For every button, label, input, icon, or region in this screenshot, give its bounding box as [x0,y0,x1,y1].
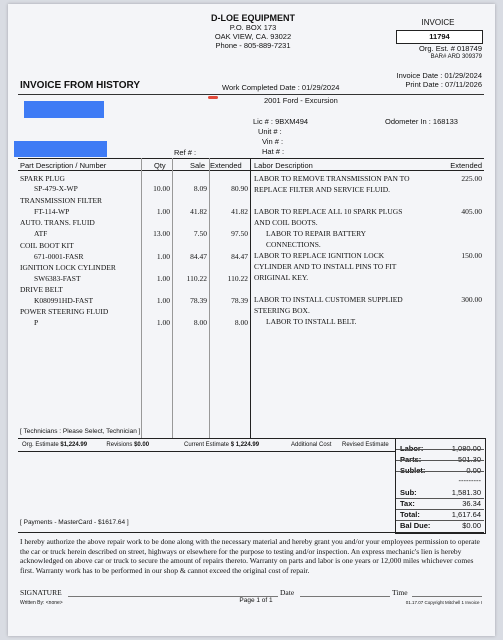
tax-total: 36.34 [462,499,481,508]
part-extended: 84.47 [231,252,248,261]
part-sale: 110.22 [186,274,207,283]
company-address-2: OAK VIEW, CA. 93022 [214,32,292,41]
invoice-number-box [396,30,483,44]
col-extended: Extended [210,161,242,170]
payments: [ Payments - MasterCard - $1617.64 ] [20,519,129,526]
copyright: 01.17.07 Copyright Mitchell 1 Invoice I [405,600,482,605]
company-address-1: P.O. BOX 173 [229,23,277,32]
part-number: SP-479-X-WP [34,184,78,193]
labor-line: LABOR TO REPLACE IGNITION LOCK [254,251,385,260]
part-name: DRIVE BELT [20,285,63,294]
estimate-bottom-line [18,451,396,452]
part-extended: 80.90 [231,184,248,193]
part-sale: 8.00 [193,318,207,327]
totals-row-line [396,509,484,510]
part-sale: 78.39 [190,296,207,305]
current-estimate-label: Current Estimate [184,442,230,448]
col-sep-labor [250,158,251,438]
part-name: SPARK PLUG [20,174,65,183]
labor-line: AND COIL BOOTS. [254,218,318,227]
part-sale: 41.82 [190,207,207,216]
invoice-label: INVOICE [421,18,455,27]
current-estimate-row [184,442,259,448]
work-completed-date: Work Completed Date : 01/29/2024 [222,83,340,92]
part-qty: 1.00 [156,252,170,261]
totals-row-line [396,498,484,499]
invoice-page [8,4,495,636]
time-label: Time [392,588,408,597]
part-sale: 8.09 [193,184,207,193]
part-sale: 84.47 [190,252,207,261]
revisions-label: Revisions [106,442,133,448]
technicians: [ Technicians : Please Select, Technician ] [20,428,141,435]
payments-line [18,532,484,533]
labor-line: LABOR TO REPLACE ALL 10 SPARK PLUGS [254,207,403,216]
part-number: K080991HD-FAST [34,296,94,305]
labor-extended: 300.00 [461,295,482,304]
totals-row-line [396,460,484,461]
additional-cost: Additional Cost [291,442,332,448]
labor-extended: 150.00 [461,251,482,260]
unit-number: Unit # : [258,127,282,136]
hat-number: Hat # : [262,147,285,156]
print-date: Print Date : 07/11/2026 [405,80,482,89]
date-label: Date [280,588,295,597]
col-qty: Qty [154,161,166,170]
labor-line: CONNECTIONS. [266,240,321,249]
labor-line: LABOR TO REPAIR BATTERY [266,229,367,238]
written-by: Written By: <none> [20,600,63,606]
totals-row-line [396,471,484,472]
part-name: AUTO. TRANS. FLUID [20,218,95,227]
part-extended: 41.82 [231,207,248,216]
ref-number: Ref # : [174,148,197,157]
balance-due-label: Bal Due: [400,521,431,530]
labor-extended: 225.00 [461,174,482,183]
tax-label: Tax: [400,499,415,508]
invoice-number: 11794 [429,32,450,41]
company-phone: Phone - 805-889-7231 [215,41,291,50]
part-number: ATF [34,229,48,238]
org-estimate-value: $1,224.99 [60,442,88,448]
labor-line: LABOR TO REMOVE TRANSMISSION PAN TO [254,174,410,183]
authorization-text: I hereby authorize the above repair work to be done along with the necessary material and hereby grant you and/or your employees permission to operate the car or truck herein described on street, highways or elsewhere for the purpose to testing and/or inspection. An express mechanic's lien is hereby acknowledged on above car or truck to secure the amount of repairs thereto. Warranty on parts and labor is one years or 12,000 miles whichever comes first. Warranty work has to be performed in our shop & cannot exceed the original cost of repair. [20,537,480,575]
part-qty: 13.00 [153,229,170,238]
col-labor-extended: Extended [450,161,482,170]
revised-estimate: Revised Estimate [342,442,389,448]
labor-line: LABOR TO INSTALL BELT. [266,317,357,326]
page-number: Page 1 of 1 [239,597,273,604]
part-name: COIL BOOT KIT [20,241,74,250]
bar-number: BAR# ARD 309379 [430,54,482,60]
org-estimate-number: Org. Est. # 018749 [419,44,482,53]
invoice-date: Invoice Date : 01/29/2024 [396,71,482,80]
odometer: Odometer In : 168133 [385,117,458,126]
part-name: TRANSMISSION FILTER [20,196,103,205]
col-part-description: Part Description / Number [20,161,107,170]
redacted-customer-name [24,101,104,118]
labor-line: ORIGINAL KEY. [254,273,309,282]
part-number: 671-0001-FASR [34,252,84,261]
company-name: D-LOE EQUIPMENT [210,13,295,23]
labor-extended: 405.00 [461,207,482,216]
date-line [300,596,390,597]
part-name: POWER STEERING FLUID [20,307,109,316]
license-number: Lic # : 9BXM494 [253,117,309,126]
part-name: IGNITION LOCK CYLINDER [20,263,116,272]
part-qty: 10.00 [153,184,170,193]
org-estimate-label: Org. Estimate [22,442,59,448]
red-mark [208,96,218,99]
col-sep-sale [172,158,173,438]
title-divider [18,94,484,95]
totals-dashes: --------- [458,476,481,485]
table-header-line [18,170,484,171]
part-qty: 1.00 [156,274,170,283]
sub-total: 1,581.30 [451,488,481,497]
part-sale: 7.50 [193,229,207,238]
part-qty: 1.00 [156,296,170,305]
totals-row-line [396,449,484,450]
grand-total-label: Total: [400,510,420,519]
part-qty: 1.00 [156,318,170,327]
current-estimate-value: $ 1,224.99 [230,442,260,448]
grand-total: 1,617.64 [451,510,481,519]
vin-number: Vin # : [262,137,284,146]
part-extended: 8.00 [234,318,248,327]
part-number: P [34,318,39,327]
labor-line: LABOR TO INSTALL CUSTOMER SUPPLIED [254,295,403,304]
part-number: SW6383-FAST [34,274,81,283]
labor-line: REPLACE FILTER AND SERVICE FLUID. [254,185,391,194]
part-extended: 97.50 [231,229,248,238]
part-extended: 110.22 [227,274,248,283]
col-labor-description: Labor Description [254,161,313,170]
labor-line: CYLINDER AND TO INSTALL PINS TO FIT [254,262,397,271]
sub-total-label: Sub: [400,488,417,497]
page-title: INVOICE FROM HISTORY [20,80,141,91]
redacted-customer-address [14,141,107,157]
signature-label: SIGNATURE [20,588,62,597]
vehicle-model: 2001 Ford - Excursion [264,96,338,105]
part-extended: 78.39 [231,296,248,305]
part-qty: 1.00 [156,207,170,216]
totals-row-line [396,520,484,521]
revisions-value: $0.00 [134,442,150,448]
labor-line: STEERING BOX. [254,306,310,315]
col-sale: Sale [190,161,206,170]
table-top-line [18,158,484,159]
time-line [412,596,482,597]
balance-due: $0.00 [462,521,481,530]
part-number: FT-114-WP [34,207,70,216]
estimate-row [22,442,149,448]
